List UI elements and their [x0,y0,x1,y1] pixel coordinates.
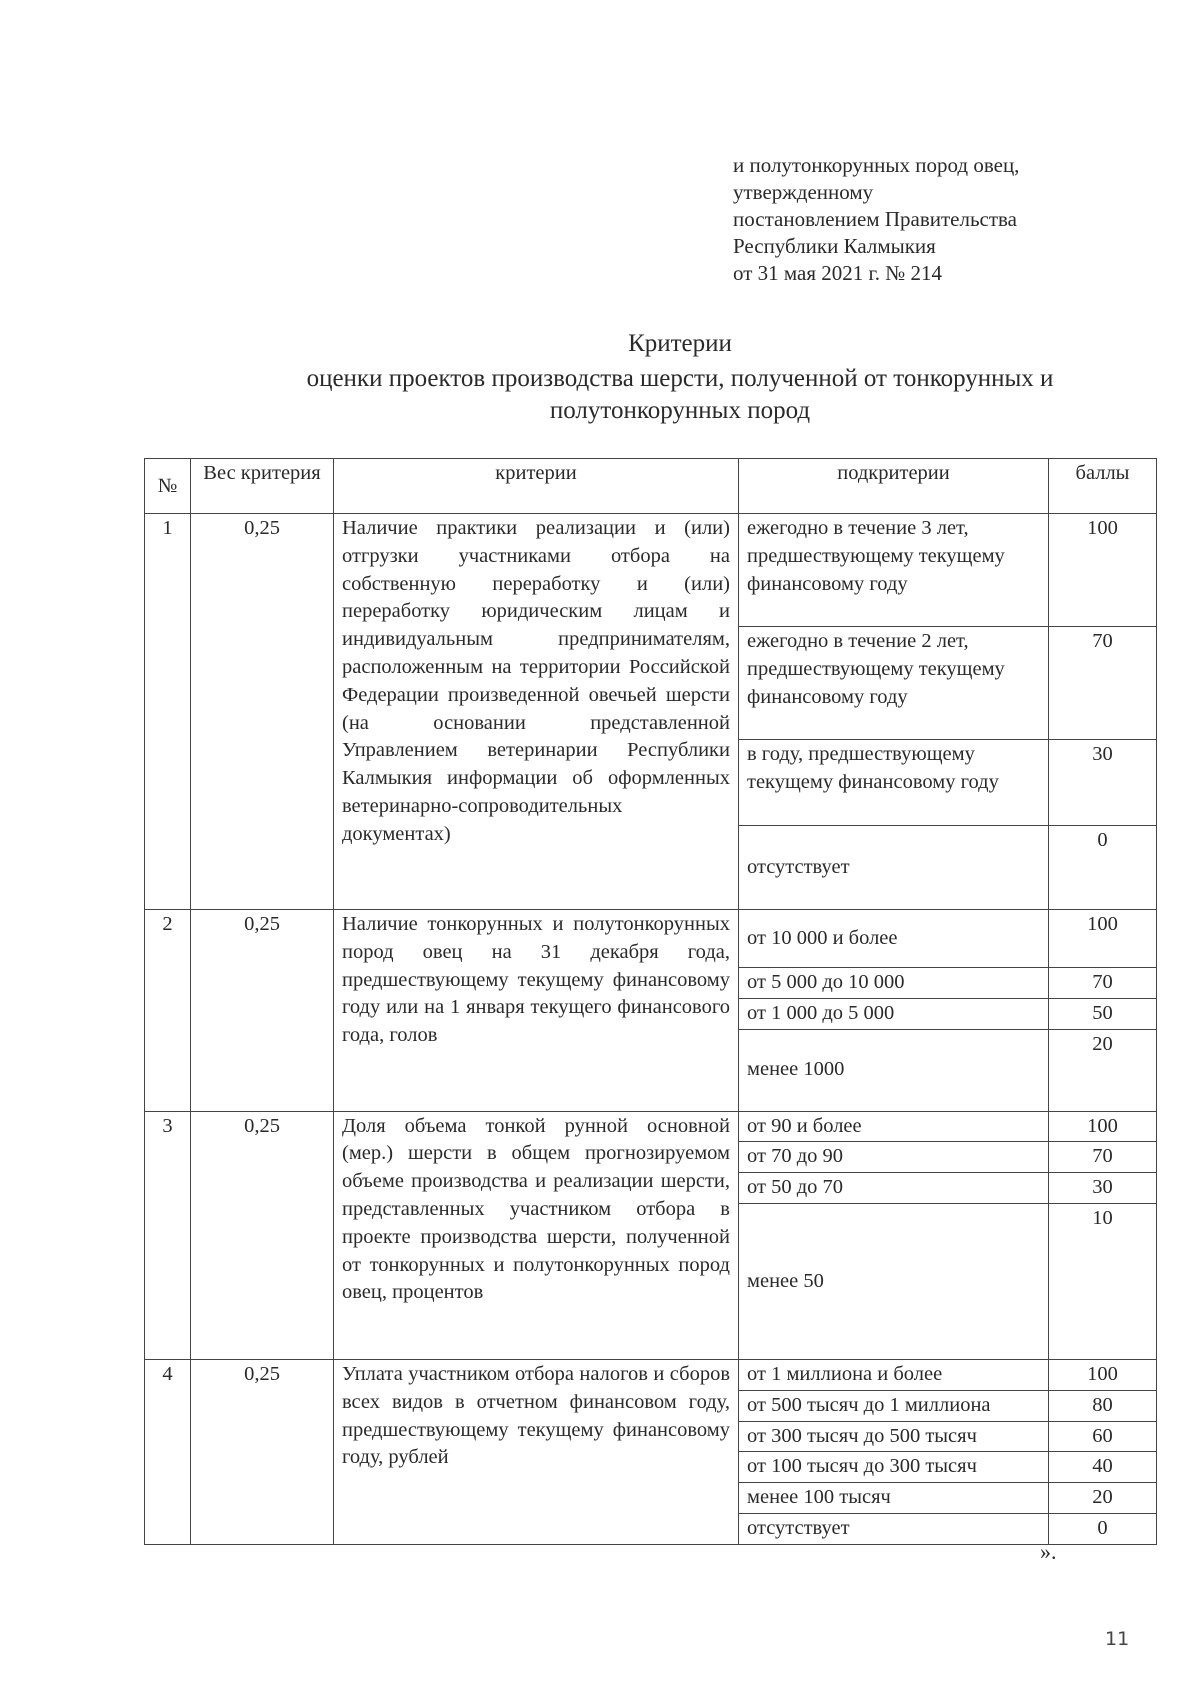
subcriterion: от 5 000 до 10 000 [739,968,1049,999]
document-subtitle-cont: полутонкорунных пород [549,397,811,424]
score: 70 [1049,1142,1157,1173]
score: 100 [1049,1111,1157,1142]
header-weight: Вес критерия [191,459,334,514]
subcriterion: от 300 тысяч до 500 тысяч [739,1421,1049,1452]
header-criteria: критерии [334,459,739,514]
subcriterion: от 100 тысяч до 300 тысяч [739,1452,1049,1483]
document-header [733,152,1019,287]
subcriterion: от 500 тысяч до 1 миллиона [739,1390,1049,1421]
header-num: № [145,459,191,514]
score: 50 [1049,998,1157,1029]
score: 70 [1049,627,1157,740]
score: 100 [1049,910,1157,968]
score: 70 [1049,968,1157,999]
score: 10 [1049,1203,1157,1359]
document-subtitle: оценки проектов производства шерсти, полученной от тонкорунных и [306,365,1054,392]
subcriterion: ежегодно в течение 2 лет, предшествующему текущему финансовому году [739,627,1049,740]
subcriterion: от 10 000 и более [739,910,1049,968]
score: 30 [1049,740,1157,826]
score: 0 [1049,1513,1157,1544]
table-row [145,1111,1157,1142]
row-number: 4 [145,1359,191,1544]
header-line: Республики Калмыкия [733,234,936,258]
row-weight: 0,25 [191,514,334,910]
subcriterion: от 90 и более [739,1111,1049,1142]
page-number: 11 [1105,1628,1130,1650]
row-weight: 0,25 [191,910,334,1112]
subcriterion: отсутствует [739,826,1049,910]
subcriterion: от 50 до 70 [739,1173,1049,1204]
criteria-table [144,458,1157,1545]
subcriterion: менее 1000 [739,1029,1049,1111]
table-row [145,1359,1157,1390]
header-subcriteria: подкритерии [739,459,1049,514]
subcriterion: в году, предшествующему текущему финансовому году [739,740,1049,826]
subcriterion: менее 100 тысяч [739,1483,1049,1514]
row-criteria: Доля объема тонкой рунной основной (мер.) шерсти в общем прогнозируемом объеме производства и реализации шерсти, представленных участником отбора в проекте производства шерсти, полученной от тонкорунных и полутонкорунных пород овец, процентов [334,1111,739,1359]
score: 80 [1049,1390,1157,1421]
score: 20 [1049,1029,1157,1111]
table-row [145,514,1157,627]
header-line: от 31 мая 2021 г. № 214 [733,261,943,285]
score: 100 [1049,514,1157,627]
closing-quote: ». [1040,1539,1057,1564]
row-criteria: Наличие практики реализации и (или) отгрузки участниками отбора на собственную переработку и (или) переработку юридическим лицам и индивидуальным предпринимателям, расположенным на территории Российской Федерации произведенной овечьей шерсти (на основании представленной Управлением ветеринарии Республики Калмыкия информации об оформленных ветеринарно-сопроводительных документах) [334,514,739,910]
row-weight: 0,25 [191,1111,334,1359]
subcriterion: от 70 до 90 [739,1142,1049,1173]
score: 30 [1049,1173,1157,1204]
row-number: 2 [145,910,191,1112]
score: 40 [1049,1452,1157,1483]
subcriterion: от 1 миллиона и более [739,1359,1049,1390]
header-line: и полутонкорунных пород овец, [733,153,1020,177]
score: 100 [1049,1359,1157,1390]
row-criteria: Уплата участником отбора налогов и сборов всех видов в отчетном финансовом году, предшествующему текущему финансовому году, рублей [334,1359,739,1544]
subcriterion: менее 50 [739,1203,1049,1359]
row-number: 3 [145,1111,191,1359]
score: 60 [1049,1421,1157,1452]
row-number: 1 [145,514,191,910]
table-row [145,910,1157,968]
table-header-row [145,459,1157,514]
header-line: утвержденному [733,180,874,204]
subcriterion: от 1 000 до 5 000 [739,998,1049,1029]
score: 0 [1049,826,1157,910]
document-title: Критерии [628,330,732,357]
row-weight: 0,25 [191,1359,334,1544]
score: 20 [1049,1483,1157,1514]
subcriterion: отсутствует [739,1513,1049,1544]
subcriterion: ежегодно в течение 3 лет, предшествующему текущему финансовому году [739,514,1049,627]
header-line: постановлением Правительства [733,207,1018,231]
row-criteria: Наличие тонкорунных и полутонкорунных пород овец на 31 декабря года, предшествующему текущему финансовому году или на 1 января текущего финансового года, голов [334,910,739,1112]
header-score: баллы [1049,459,1157,514]
